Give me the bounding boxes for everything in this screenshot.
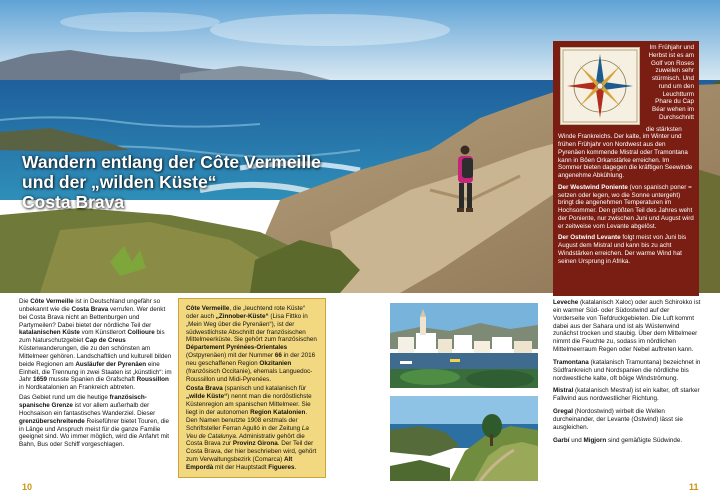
bold-run: Collioure <box>127 329 155 337</box>
text-run: (Nordostwind) wirbelt die Wellen durcheinander, der Levante (Ostwind) lässt sie ausgleichen. <box>553 408 683 431</box>
bold-run: „wilde Küste“ <box>186 393 228 401</box>
bold-run: Mistral <box>553 387 574 395</box>
intro-column <box>19 298 175 451</box>
bold-run: Tramontana <box>553 358 589 366</box>
sidebar-paragraph-2 <box>558 184 694 231</box>
winds-column <box>553 299 701 450</box>
text-run: Die <box>19 298 31 305</box>
bold-run: 66 <box>274 352 282 360</box>
intro-paragraph-1 <box>19 298 175 392</box>
bold-run: Roussillon <box>136 376 169 384</box>
bold-run: Cap de Creus <box>85 337 126 345</box>
text-run: (katalanisch Tramuntana) bezeichnet in Südfrankreich und Nordspanien die nördliche bis nordwestliche kalte, oft böige Windströmung. <box>553 358 701 382</box>
bold-run: französisch-spanische Grenze <box>19 394 147 409</box>
bold-run: Migjorn <box>583 436 607 444</box>
bold-run: Département Pyrénées-Orientales <box>186 344 288 352</box>
poniente-text: (von spanisch poner = setzen oder legen, wo die Sonne untergeht) bringt die angenehmen Temperaturen im Hochsommer. Den größten Teil des Jahres weht der Poniente, nur zwischen Juni und August wird er zeitweise vom Levante abgelöst. <box>558 183 694 230</box>
text-run: (französisch Occitanie), ehemals Languedoc-Roussillon und Midi-Pyrenées. <box>186 367 313 383</box>
text-run: in der 2016 neu geschaffenen Region <box>186 352 316 367</box>
hero-title-line-3: Costa Brava <box>22 192 125 212</box>
info-box-cote-vermeille <box>186 305 319 383</box>
tramontana-paragraph <box>553 359 701 383</box>
text-run: . Administrativ gehört die Costa Brava zur <box>186 432 305 448</box>
text-run: . <box>294 463 297 471</box>
bold-run: 1659 <box>33 376 48 384</box>
italic-run: La Veu de Catalunya <box>186 424 309 440</box>
text-run: Reiseführer bietet Touren, die in Länge und Anspruch meist für die ganze Familie geeignet sind. Wo immer möglich, wird die Anfahrt mit Bahn, Bus oder Schiff vorgeschlagen. <box>19 417 170 449</box>
info-box <box>178 298 326 478</box>
sidebar-paragraph-1: die stärksten Winde Frankreichs. Der kalte, im Winter und frühen Frühjahr von Nordwest aus den Pyrenäen kommende Mistral oder Tramontana kann in Böen Orkanstärke erreichen. Im Sommer bieten dagegen die kräftigen Seewinde angenehme Abkühlung. <box>558 125 693 179</box>
text-run: . Den Namen benutzte 1908 erstmals der Schriftsteller Ferran Agulló in der Zeitung <box>186 408 308 432</box>
mistral-paragraph <box>553 387 701 403</box>
poniente-heading: Der Westwind Poniente <box>558 183 628 191</box>
text-run: sind gemäßigte Südwinde. <box>606 436 683 444</box>
text-run: (Lisa Fittko in „Mein Weg über die Pyrenäen“), ist der südwestlichste Abschnitt der französischen Mittelmeerküste. Sie gehört zum französischen <box>186 312 317 344</box>
levante-heading: Der Ostwind Levante <box>558 234 621 242</box>
bold-run: Garbí <box>553 436 570 444</box>
bold-run: Okzitanien <box>259 359 292 367</box>
garbi-paragraph <box>553 437 701 445</box>
text-run: vom Künstlerort <box>79 329 128 337</box>
hero-title <box>22 152 352 212</box>
text-run: , die „leuchtend rote Küste“ oder auch <box>186 305 306 320</box>
bold-run: „Zinnober-Küste“ <box>215 312 269 320</box>
text-run: ist vor allem außerhalb der Hochsaison ein fantastisches Wanderziel. Dieser <box>19 401 156 417</box>
text-run: musste Spanien die Grafschaft <box>47 376 137 384</box>
text-run: bis zum Naturschutzgebiet <box>19 329 165 345</box>
bold-run: Region Katalonien <box>250 408 306 416</box>
info-box-costa-brava <box>186 385 319 471</box>
bold-run: Alt Empordà <box>186 456 293 471</box>
bold-run: Costa Brava <box>71 305 109 313</box>
bold-run: Gregal <box>553 408 573 416</box>
sidebar-paragraph-3 <box>558 234 694 265</box>
text-run: verrufen. Wer denkt bei Costa Brava nicht an Bettenburgen und Partymeilen? Dabei bietet der nördliche Teil der <box>19 305 166 329</box>
text-run: (spanisch und katalanisch für <box>222 385 307 393</box>
text-run: (katalanisch Xaloc) oder auch Schirokko ist ein warmer Süd- oder Südostwind auf der Vorderseite von Tiefdruckgebieten. Die Luft kommt dabei aus der Sahara und ist als Wüstenwind zunächst trocken und staubig. Über dem Mittelmeer nimmt die Feuchte zu, sodass im nördlichen Mittelmeerraum Regen oder Nebel auftreten kann. <box>553 299 701 354</box>
text-run: ) nennt man die nordöstlichste Küstenregion am spanischen Mittelmeer. Sie liegt in der autonomen <box>186 393 312 416</box>
winds-sidebar <box>553 41 699 296</box>
hero-title-line-1: Wandern entlang der Côte Vermeille <box>22 152 321 172</box>
text-run: Das Gebiet rund um die heutige <box>19 394 110 402</box>
compass-rose-icon <box>560 47 640 125</box>
text-run: ist in Deutschland ungefähr so unbekannt wie die <box>19 298 161 313</box>
page-number-left: 10 <box>22 482 33 492</box>
text-run: Küstenwanderungen, die zu den schönsten am Mittelmeer gehören. Landschaftlich und kulturell bilden beide Regionen am <box>19 345 172 368</box>
text-run: in Nordkatalonien an Frankreich abtreten. <box>19 384 135 392</box>
page-number-right: 11 <box>689 482 699 492</box>
levante-text: folgt meist von Juni bis August dem Mistral und kann bis zu acht Windstärken erreichen. Der warme Wind hat seinen Ursprung in Afrika. <box>558 234 687 265</box>
sidebar-lead-text: Im Frühjahr und Herbst ist es am Golf von Roses zuweilen sehr stürmisch. Und rund um den Leuchtturm Phare du Cap Béar wehen im Durchschnitt <box>648 44 694 121</box>
bold-run: Ausläufer der Pyrenäen <box>75 360 147 368</box>
bold-run: Figueres <box>268 463 295 471</box>
cadaques-town-photo <box>390 303 538 388</box>
intro-paragraph-2 <box>19 394 175 449</box>
coastal-path-photo <box>390 396 538 481</box>
text-run: (Ostpyrenäen) mit der Nummer <box>186 352 275 360</box>
bold-run: grenzüberschreitende <box>19 417 85 425</box>
bold-run: Côte Vermeille <box>30 298 74 305</box>
bold-run: Costa Brava <box>186 385 223 393</box>
text-run: und <box>569 436 584 444</box>
text-run: (katalanisch Mestral) ist ein kalter, oft starker Fallwind aus nordwestlicher Richtung. <box>553 387 700 403</box>
leveche-paragraph <box>553 299 701 354</box>
text-run: mit der Hauptstadt <box>213 463 269 471</box>
bold-run: Leveche <box>553 299 579 306</box>
bold-run: katalanischen Küste <box>19 329 80 337</box>
gregal-paragraph <box>553 408 701 432</box>
text-run: eine Einheit, die Trennung in zwei Staaten ist „künstlich“: im Jahr <box>19 360 172 384</box>
text-run: . Der Teil der Costa Brava, der hier beschrieben wird, gehört zum Verwaltungsbezirk (Comarca) <box>186 440 317 464</box>
hero-title-line-2: und der „wilden Küste“ <box>22 172 217 192</box>
bold-run: Côte Vermeille <box>186 305 230 312</box>
bold-run: Provinz Girona <box>232 440 278 448</box>
